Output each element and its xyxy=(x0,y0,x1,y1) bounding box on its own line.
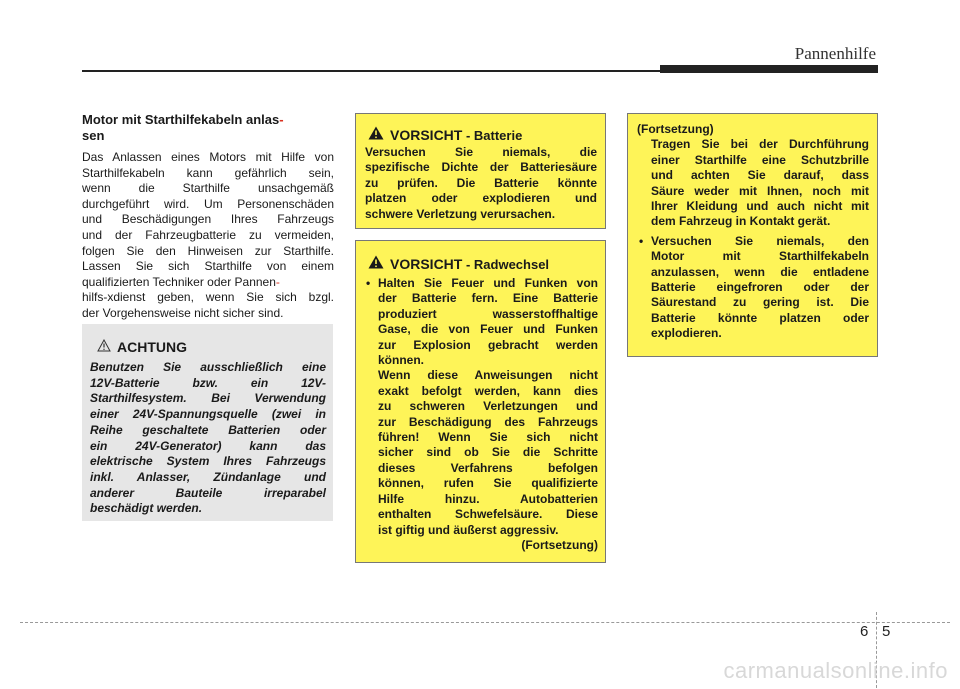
caution-line: Wenn diese Anweisungen nicht xyxy=(378,368,598,383)
watermark xyxy=(0,658,960,684)
continuation-line: Ihrer Kleidung und auch nicht mit xyxy=(651,199,869,214)
caution-battery-box xyxy=(355,113,606,229)
body-line: folgen Sie den Hinweisen zur Starthilfe. xyxy=(82,243,334,258)
caution-line: produziert wasserstoffhaltige xyxy=(378,306,598,321)
caution-triangle-icon xyxy=(368,255,384,274)
continuation-line: explodieren. xyxy=(651,326,722,341)
continuation-bullet xyxy=(637,234,869,342)
body-line: durchgeführt wird. Um Personenschäden xyxy=(82,196,334,211)
continuation-line: Säure weder mit Ihnen, noch mit xyxy=(651,183,869,198)
warning-line: einer 24V-Spannungsquelle (zwei in xyxy=(90,407,326,422)
continuation-line: dem Fahrzeug in Kontakt gerät. xyxy=(651,214,831,229)
body-line: Starthilfekabeln kann gefährlich sein, xyxy=(82,165,334,180)
continuation-line: Säurestand zu gering ist. Die xyxy=(651,295,869,310)
caution-line: zu prüfen. Die Batterie könnte xyxy=(365,175,597,190)
continuation-line: Batterie könnte platzen oder xyxy=(651,310,869,325)
caution-line: dieses Verfahrens befolgen xyxy=(378,460,598,475)
caution-change-text xyxy=(364,276,598,553)
caution-line: Hilfe hinzu. Autobatterien xyxy=(378,491,598,506)
caution-line: zur Beschädigung des Fahrzeugs xyxy=(378,414,598,429)
page-number: 5 xyxy=(882,623,891,640)
continuation-line: Motor mit Starthilfekabeln xyxy=(651,249,869,264)
warning-heading xyxy=(97,339,187,355)
chapter-number: 6 xyxy=(860,623,869,640)
caution-line: führen! Wenn Sie sich nicht xyxy=(378,430,598,445)
continued-label: (Fortsetzung) xyxy=(521,537,598,552)
body-line: und Beschädigungen Ihres Fahrzeugs xyxy=(82,212,334,227)
caution-battery-heading xyxy=(368,126,522,145)
caution-line: können. xyxy=(378,353,425,368)
footer-rule xyxy=(20,622,950,623)
caution-line: können, rufen Sie qualifizierte xyxy=(378,476,598,491)
warning-line: Reihe geschaltete Batterien oder xyxy=(90,422,326,437)
warning-line: inkl. Anlasser, Zündanlage und xyxy=(90,469,326,484)
continuation-box xyxy=(627,113,878,357)
caution-line: ist giftig und äußerst aggressiv. xyxy=(378,522,559,537)
caution-change-heading xyxy=(368,255,549,274)
caution-paragraph xyxy=(364,368,598,537)
header-title: Pannenhilfe xyxy=(794,44,876,63)
caution-line: zur Explosion gebracht werden xyxy=(378,337,598,352)
continuation-line: Tragen Sie bei der Durchführung xyxy=(651,137,869,152)
section-body xyxy=(82,150,334,322)
warning-triangle-icon xyxy=(97,339,111,355)
warning-line: beschädigt werden. xyxy=(90,501,203,516)
caution-bullet xyxy=(364,276,598,368)
continuation-label: (Fortsetzung) xyxy=(637,122,714,136)
caution-line: enthalten Schwefelsäure. Diese xyxy=(378,507,598,522)
warning-line: Starthilfesystem. Bei Verwendung xyxy=(90,391,326,406)
caution-line: zu schweren Verletzungen und xyxy=(378,399,598,414)
continuation-line: Batterie eingefroren oder der xyxy=(651,280,869,295)
bullet-dot: • xyxy=(366,276,371,290)
body-line: der Vorgehensweise nicht sicher sind. xyxy=(82,305,284,320)
heading-text: Motor mit Starthilfekabeln anlas xyxy=(82,112,280,127)
caution-line: Gase, die von Feuer und Funken xyxy=(378,322,598,337)
continuation-line: anzulassen, wenn die entladene xyxy=(651,264,869,279)
body-line: Lassen Sie sich Starthilfe von einem xyxy=(82,259,334,274)
caution-line: Versuchen Sie niemals, die xyxy=(365,145,597,159)
caution-line: Halten Sie Feuer und Funken von xyxy=(378,276,598,290)
caution-battery-text xyxy=(365,145,597,222)
body-line: hilfs-xdienst geben, wenn Sie sich bzgl. xyxy=(82,290,334,305)
continuation-line: einer Starthilfe eine Schutzbrille xyxy=(651,152,869,167)
warning-line: ein 24V-Generator) kann das xyxy=(90,438,326,453)
body-line: wenn die Starthilfe unsachgemäß xyxy=(82,181,334,196)
section-heading xyxy=(82,112,332,144)
caution-change-title: VORSICHT xyxy=(390,255,463,272)
header-rule xyxy=(82,70,662,72)
caution-change-subtitle: - Radwechsel xyxy=(462,256,550,272)
continuation-paragraph xyxy=(637,137,869,229)
caution-line: schwere Verletzung verursachen. xyxy=(365,206,556,221)
body-line: qualifizierten Techniker oder Pannen- xyxy=(82,274,280,289)
continuation-line: Versuchen Sie niemals, den xyxy=(651,233,869,248)
caution-line: exakt befolgt werden, kann dies xyxy=(378,383,598,398)
warning-text xyxy=(90,360,326,517)
body-line: und der Fahrzeugbatterie zu vermeiden, xyxy=(82,227,334,242)
heading-text-end: sen xyxy=(82,128,105,143)
heading-hyphen: - xyxy=(279,112,284,127)
body-line: Das Anlassen eines Motors mit Hilfe von xyxy=(82,150,334,164)
caution-battery-title: VORSICHT xyxy=(390,126,463,143)
line-hyphen: - xyxy=(275,274,280,289)
header-rule-thick xyxy=(660,65,878,73)
continuation-line: und achten Sie darauf, dass xyxy=(651,168,869,183)
warning-line: Benutzen Sie ausschließlich eine xyxy=(90,360,326,374)
warning-line: anderer Bauteile irreparabel xyxy=(90,485,326,500)
warning-line: elektrische System Ihres Fahrzeugs xyxy=(90,454,326,469)
caution-change-box xyxy=(355,240,606,563)
warning-line: 12V-Batterie bzw. ein 12V- xyxy=(90,375,326,390)
warning-title: ACHTUNG xyxy=(117,339,187,355)
caution-line: platzen oder explodieren und xyxy=(365,191,597,206)
continuation-text xyxy=(637,122,869,342)
caution-line: spezifische Dichte der Batteriesäure xyxy=(365,160,597,175)
bullet-dot: • xyxy=(639,233,644,248)
caution-triangle-icon xyxy=(368,126,384,145)
caution-battery-subtitle: - Batterie xyxy=(462,127,523,143)
caution-line: sicher sind ob Sie die Schritte xyxy=(378,445,598,460)
caution-line: der Batterie fern. Eine Batterie xyxy=(378,291,598,306)
watermark-text: carmanualsonline.info xyxy=(723,658,948,683)
